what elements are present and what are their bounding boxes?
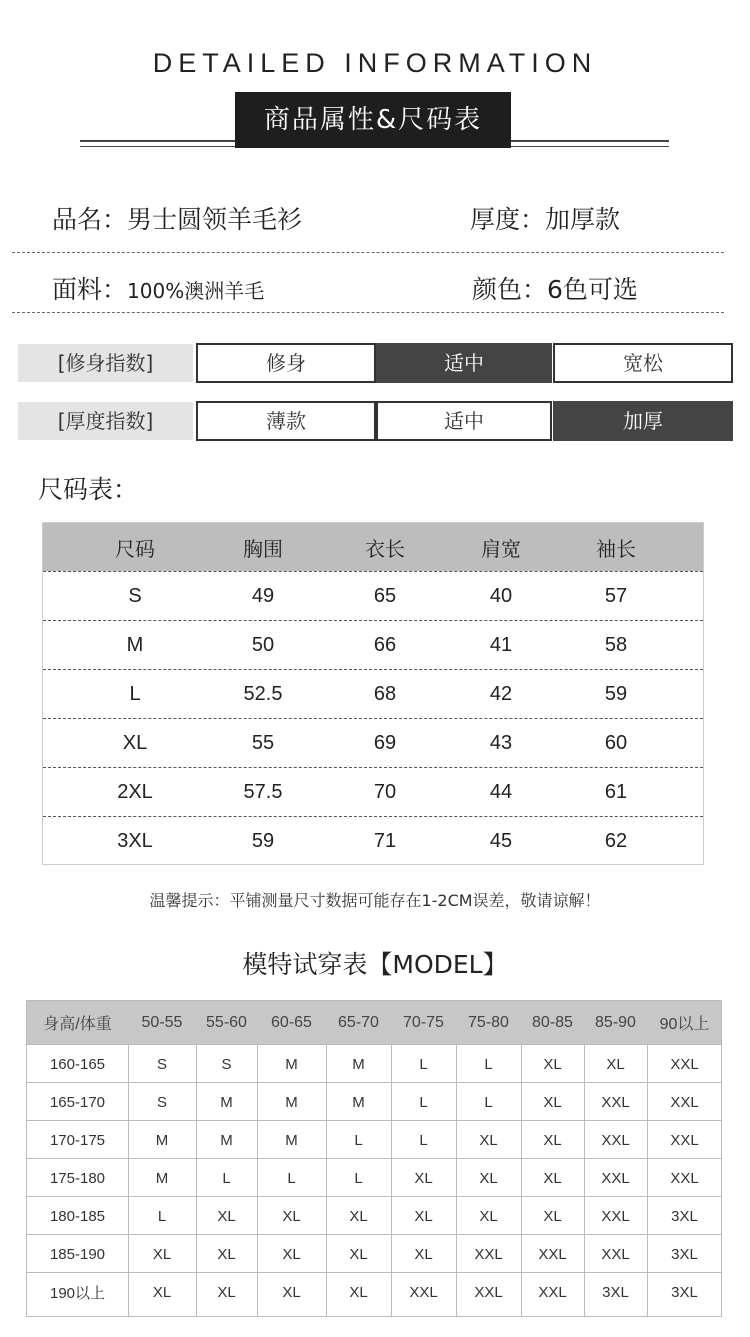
cell-size: M bbox=[352, 1093, 365, 1111]
cell-size: L bbox=[129, 683, 141, 705]
cell-size: XXL bbox=[670, 1055, 699, 1073]
cell-size: 2XL bbox=[117, 781, 153, 803]
cell-size: XL bbox=[217, 1207, 236, 1225]
cell-size: XL bbox=[543, 1207, 562, 1225]
column-divider bbox=[391, 1044, 392, 1316]
thickness-option-medium: 适中 bbox=[376, 401, 552, 441]
product-thickness: 厚度：加厚款 bbox=[470, 205, 621, 234]
header-rule-right bbox=[511, 140, 669, 142]
cell-size: XL bbox=[414, 1169, 433, 1187]
cell-sleeve: 58 bbox=[604, 634, 628, 656]
cell-sleeve: 61 bbox=[604, 781, 628, 803]
cell-size: 3XL bbox=[602, 1283, 629, 1301]
cell-size: XL bbox=[217, 1283, 236, 1301]
header-rule-left-thin bbox=[80, 146, 235, 147]
column-divider bbox=[128, 1044, 129, 1316]
header-chest: 胸围 bbox=[243, 538, 283, 561]
cell-shoulder: 42 bbox=[489, 683, 513, 705]
cell-size: XL bbox=[414, 1245, 433, 1263]
cell-size: XXL bbox=[601, 1131, 630, 1149]
cell-chest: 52.5 bbox=[243, 683, 283, 705]
cell-size: XL bbox=[152, 1283, 172, 1301]
cell-size: L bbox=[419, 1131, 428, 1149]
product-name: 品名：男士圆领羊毛衫 bbox=[52, 205, 303, 234]
divider bbox=[12, 312, 724, 313]
cell-size: L bbox=[222, 1169, 231, 1187]
cell-sleeve: 57 bbox=[604, 585, 628, 607]
cell-size: 3XL bbox=[117, 830, 153, 852]
cell-size: XL bbox=[414, 1207, 433, 1225]
cell-size: XL bbox=[152, 1245, 172, 1263]
cell-size: XXL bbox=[409, 1283, 438, 1301]
cell-size: 3XL bbox=[671, 1283, 698, 1301]
column-divider bbox=[521, 1044, 522, 1316]
header-length: 衣长 bbox=[365, 538, 405, 561]
cell-size: XL bbox=[543, 1093, 562, 1111]
thickness-option-thick: 加厚 bbox=[553, 401, 733, 441]
cell-length: 71 bbox=[373, 830, 397, 852]
cell-shoulder: 40 bbox=[489, 585, 513, 607]
fabric-value: 100%澳洲羊毛 bbox=[127, 279, 265, 303]
header-rule-left bbox=[80, 140, 235, 142]
header-weight-range: 70-75 bbox=[403, 1013, 444, 1031]
cell-size: M bbox=[126, 634, 144, 656]
cell-size: M bbox=[220, 1131, 233, 1149]
cell-height: 165-170 bbox=[49, 1093, 106, 1111]
header-weight-range: 75-80 bbox=[468, 1013, 509, 1031]
table-row bbox=[27, 1044, 721, 1083]
product-color: 颜色：6色可选 bbox=[472, 275, 638, 304]
cell-length: 68 bbox=[373, 683, 397, 705]
cell-size: XL bbox=[282, 1283, 301, 1301]
header-weight-range: 60-65 bbox=[271, 1013, 312, 1031]
divider bbox=[12, 252, 724, 253]
cell-size: S bbox=[156, 1093, 167, 1111]
measurement-tip: 温馨提示：平铺测量尺寸数据可能存在1-2CM误差，敬请谅解！ bbox=[149, 891, 601, 910]
cell-size: XXL bbox=[601, 1245, 630, 1263]
cell-size: S bbox=[221, 1055, 232, 1073]
table-row bbox=[43, 620, 703, 670]
cell-length: 69 bbox=[373, 732, 397, 754]
cell-length: 70 bbox=[373, 781, 397, 803]
cell-size: L bbox=[484, 1093, 493, 1111]
column-divider bbox=[257, 1044, 258, 1316]
cell-size: XXL bbox=[474, 1283, 503, 1301]
cell-sleeve: 59 bbox=[604, 683, 628, 705]
cell-size: L bbox=[287, 1169, 296, 1187]
table-row bbox=[43, 669, 703, 719]
size-table bbox=[42, 522, 704, 865]
cell-size: 3XL bbox=[671, 1245, 698, 1263]
cell-size: XXL bbox=[670, 1169, 699, 1187]
cell-shoulder: 45 bbox=[489, 830, 513, 852]
model-table-title: 模特试穿表【MODEL】 bbox=[242, 950, 508, 979]
cell-size: S bbox=[128, 585, 142, 607]
cell-size: XL bbox=[349, 1283, 368, 1301]
cell-height: 175-180 bbox=[49, 1169, 106, 1187]
cell-chest: 57.5 bbox=[243, 781, 283, 803]
header-shoulder: 肩宽 bbox=[481, 538, 521, 561]
cell-size: XXL bbox=[474, 1245, 503, 1263]
header-weight-range: 90以上 bbox=[659, 1016, 710, 1033]
cell-chest: 55 bbox=[251, 732, 275, 754]
cell-size: XL bbox=[479, 1207, 498, 1225]
fabric-label: 面料： bbox=[52, 275, 128, 304]
thickness-index-label: [厚度指数] bbox=[18, 402, 193, 440]
column-divider bbox=[584, 1044, 585, 1316]
fit-option-loose: 宽松 bbox=[553, 343, 733, 383]
cell-height: 160-165 bbox=[49, 1055, 106, 1073]
table-row bbox=[43, 718, 703, 768]
cell-size: L bbox=[419, 1055, 428, 1073]
cell-size: XL bbox=[282, 1207, 301, 1225]
table-row bbox=[27, 1120, 721, 1159]
header-weight-range: 50-55 bbox=[141, 1013, 183, 1031]
cell-size: XL bbox=[606, 1055, 625, 1073]
cell-height: 180-185 bbox=[49, 1207, 106, 1225]
column-divider bbox=[196, 1044, 197, 1316]
column-divider bbox=[326, 1044, 327, 1316]
cell-size: XL bbox=[349, 1207, 368, 1225]
fit-option-slim: 修身 bbox=[196, 343, 376, 383]
table-row bbox=[27, 1158, 721, 1197]
table-row bbox=[27, 1082, 721, 1121]
cell-size: XXL bbox=[601, 1207, 630, 1225]
size-table-title: 尺码表： bbox=[38, 475, 139, 504]
cell-size: XL bbox=[543, 1131, 562, 1149]
cell-size: XL bbox=[122, 732, 148, 754]
cell-size: XXL bbox=[670, 1131, 699, 1149]
column-divider bbox=[647, 1044, 648, 1316]
table-row bbox=[43, 816, 703, 866]
table-row bbox=[43, 767, 703, 817]
table-row bbox=[27, 1272, 721, 1311]
cell-size: XL bbox=[349, 1245, 368, 1263]
cell-size: M bbox=[155, 1169, 169, 1187]
column-divider bbox=[456, 1044, 457, 1316]
table-row bbox=[43, 571, 703, 621]
header-height-weight: 身高/体重 bbox=[43, 1016, 112, 1033]
header-weight-range: 85-90 bbox=[595, 1013, 636, 1031]
cell-size: M bbox=[352, 1055, 365, 1073]
cell-size: M bbox=[285, 1093, 298, 1111]
cell-size: M bbox=[285, 1131, 298, 1149]
section-title-en: DETAILED INFORMATION bbox=[152, 48, 598, 78]
section-banner: 商品属性&尺码表 bbox=[235, 92, 511, 148]
cell-size: M bbox=[220, 1093, 233, 1111]
cell-shoulder: 41 bbox=[489, 634, 513, 656]
cell-size: 3XL bbox=[671, 1207, 698, 1225]
cell-shoulder: 44 bbox=[489, 781, 513, 803]
cell-chest: 50 bbox=[251, 634, 275, 656]
header-weight-range: 65-70 bbox=[338, 1013, 379, 1031]
cell-height: 170-175 bbox=[49, 1131, 106, 1149]
cell-length: 65 bbox=[373, 585, 397, 607]
fit-option-regular: 适中 bbox=[376, 343, 552, 383]
cell-size: L bbox=[354, 1131, 363, 1149]
cell-size: S bbox=[156, 1055, 167, 1073]
cell-height: 185-190 bbox=[49, 1245, 106, 1263]
table-row bbox=[27, 1196, 721, 1235]
cell-size: L bbox=[157, 1207, 167, 1225]
cell-chest: 49 bbox=[251, 585, 275, 607]
product-fabric bbox=[52, 270, 264, 306]
cell-size: XXL bbox=[670, 1093, 699, 1111]
cell-chest: 59 bbox=[251, 830, 275, 852]
cell-shoulder: 43 bbox=[489, 732, 513, 754]
cell-height: 190以上 bbox=[49, 1284, 106, 1302]
header-weight-range: 80-85 bbox=[532, 1013, 573, 1031]
header-weight-range: 55-60 bbox=[206, 1013, 247, 1031]
size-table-header bbox=[43, 523, 703, 571]
header-rule-right-thin bbox=[511, 146, 669, 147]
cell-size: XXL bbox=[601, 1169, 630, 1187]
cell-size: XL bbox=[479, 1131, 498, 1149]
cell-size: XL bbox=[282, 1245, 301, 1263]
thickness-option-thin: 薄款 bbox=[196, 401, 376, 441]
cell-size: XXL bbox=[601, 1093, 630, 1111]
cell-size: L bbox=[419, 1093, 428, 1111]
cell-size: XL bbox=[217, 1245, 236, 1263]
cell-size: XXL bbox=[538, 1283, 567, 1301]
model-table bbox=[26, 1000, 722, 1317]
header-size: 尺码 bbox=[115, 538, 155, 561]
header-sleeve: 袖长 bbox=[596, 538, 636, 561]
model-table-header bbox=[27, 1001, 721, 1044]
fit-index-label: [修身指数] bbox=[18, 344, 193, 382]
cell-size: L bbox=[354, 1169, 363, 1187]
cell-sleeve: 62 bbox=[604, 830, 628, 852]
cell-sleeve: 60 bbox=[604, 732, 628, 754]
cell-length: 66 bbox=[373, 634, 397, 656]
table-row bbox=[27, 1234, 721, 1273]
cell-size: L bbox=[484, 1055, 493, 1073]
cell-size: XXL bbox=[538, 1245, 567, 1263]
cell-size: XL bbox=[543, 1169, 562, 1187]
cell-size: XL bbox=[543, 1055, 562, 1073]
cell-size: XL bbox=[479, 1169, 498, 1187]
cell-size: M bbox=[285, 1055, 298, 1073]
cell-size: M bbox=[155, 1131, 169, 1149]
